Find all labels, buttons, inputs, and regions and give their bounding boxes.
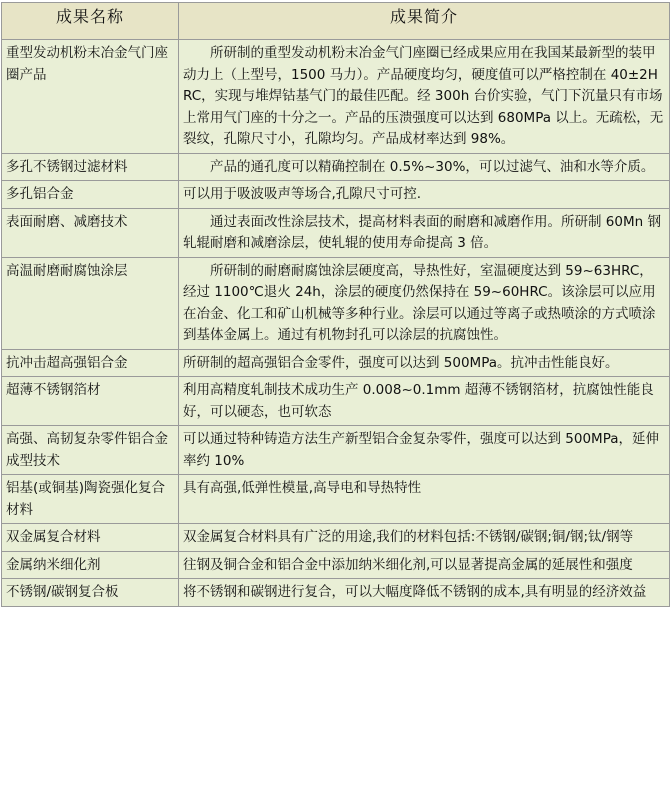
result-description: 双金属复合材料具有广泛的用途,我们的材料包括:不锈钢/碳钢;铜/钢;钛/钢等 <box>179 524 670 552</box>
result-name: 高温耐磨耐腐蚀涂层 <box>2 257 179 349</box>
table-row <box>2 208 670 257</box>
result-description: 所研制的耐磨耐腐蚀涂层硬度高，导热性好，室温硬度达到 59~63HRC，经过 1100℃退火 24h，涂层的硬度仍然保持在 59~60HRC。该涂层可以应用在冶金、化工和矿山机械等多种行业。涂层可以通过等离子或热喷涂的方式喷涂到基体金属上。通过有机物封孔可以涂层的抗腐蚀性。 <box>179 257 670 349</box>
result-name: 金属纳米细化剂 <box>2 551 179 579</box>
table-row <box>2 349 670 377</box>
result-description: 可以通过特种铸造方法生产新型铝合金复杂零件，强度可以达到 500MPa，延伸率约 10% <box>179 426 670 475</box>
result-description: 所研制的超高强铝合金零件，强度可以达到 500MPa。抗冲击性能良好。 <box>179 349 670 377</box>
header-description: 成果简介 <box>179 3 670 40</box>
result-description: 产品的通孔度可以精确控制在 0.5%~30%，可以过滤气、油和水等介质。 <box>179 153 670 181</box>
result-description: 将不锈钢和碳钢进行复合，可以大幅度降低不锈钢的成本,具有明显的经济效益 <box>179 579 670 607</box>
table-row <box>2 551 670 579</box>
result-name: 高强、高韧复杂零件铝合金成型技术 <box>2 426 179 475</box>
result-description: 通过表面改性涂层技术，提高材料表面的耐磨和减磨作用。所研制 60Mn 钢轧辊耐磨和减磨涂层，使轧辊的使用寿命提高 3 倍。 <box>179 208 670 257</box>
result-description: 所研制的重型发动机粉末冶金气门座圈已经成果应用在我国某最新型的装甲动力上（上型号，1500 马力）。产品硬度均匀，硬度值可以严格控制在 40±2HRC，实现与堆焊钴基气门的最佳匹配。经 300h 台价实验，气门下沉量只有市场上常用气门座的十分之一。产品的压溃强度可以达到 680MPa 以上。无疏松，无裂纹，孔隙尺寸小，孔隙均匀。产品成材率达到 98%。 <box>179 40 670 154</box>
table-row <box>2 257 670 349</box>
table-body <box>2 40 670 607</box>
result-name: 多孔铝合金 <box>2 181 179 209</box>
header-row <box>2 3 670 40</box>
table-row <box>2 40 670 154</box>
header-name: 成果名称 <box>2 3 179 40</box>
result-name: 重型发动机粉末冶金气门座圈产品 <box>2 40 179 154</box>
results-table <box>1 2 670 607</box>
result-name: 不锈钢/碳钢复合板 <box>2 579 179 607</box>
result-description: 具有高强,低弹性模量,高导电和导热特性 <box>179 475 670 524</box>
result-description: 往钢及铜合金和铝合金中添加纳米细化剂,可以显著提高金属的延展性和强度 <box>179 551 670 579</box>
table-row <box>2 524 670 552</box>
result-name: 超薄不锈钢箔材 <box>2 377 179 426</box>
result-description: 可以用于吸波吸声等场合,孔隙尺寸可控. <box>179 181 670 209</box>
result-name: 抗冲击超高强铝合金 <box>2 349 179 377</box>
table-row <box>2 475 670 524</box>
result-name: 铝基(或铜基)陶瓷强化复合材料 <box>2 475 179 524</box>
table-row <box>2 579 670 607</box>
table-row <box>2 181 670 209</box>
table-row <box>2 426 670 475</box>
result-name: 双金属复合材料 <box>2 524 179 552</box>
result-name: 表面耐磨、减磨技术 <box>2 208 179 257</box>
table-row <box>2 153 670 181</box>
table-row <box>2 377 670 426</box>
result-name: 多孔不锈钢过滤材料 <box>2 153 179 181</box>
result-description: 利用高精度轧制技术成功生产 0.008~0.1mm 超薄不锈钢箔材，抗腐蚀性能良好，可以硬态，也可软态 <box>179 377 670 426</box>
